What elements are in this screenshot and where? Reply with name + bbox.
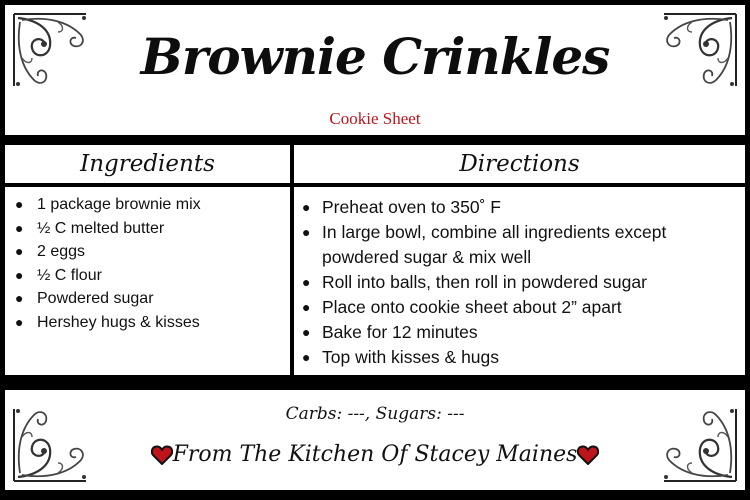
direction-text: In large bowl, combine all ingredients except powdered sugar & mix well — [322, 222, 667, 267]
direction-text: Place onto cookie sheet about 2” apart — [322, 297, 622, 317]
bullet-dot-icon: ● — [302, 299, 311, 315]
nutrition-info: Carbs: ---, Sugars: --- — [285, 404, 465, 424]
recipe-subtitle: Cookie Sheet — [329, 109, 421, 128]
footer-panel — [5, 390, 745, 490]
direction-text: Top with kisses & hugs — [322, 347, 500, 367]
ingredient-item — [15, 193, 290, 217]
direction-step — [302, 345, 745, 370]
bullet-dot-icon: ● — [302, 274, 311, 290]
ingredient-text: ½ C melted butter — [37, 219, 165, 237]
direction-text: Roll into balls, then roll in powdered sugar — [322, 272, 647, 292]
direction-text: Bake for 12 minutes — [322, 322, 478, 342]
bullet-dot-icon: ● — [15, 196, 24, 212]
heart-icon — [577, 445, 599, 471]
ingredients-list — [5, 187, 290, 334]
ingredient-text: 2 eggs — [37, 243, 86, 260]
ingredient-item — [15, 217, 290, 241]
direction-step — [302, 195, 745, 220]
direction-step — [302, 295, 745, 320]
recipe-title: Brownie Crinkles — [140, 27, 610, 86]
direction-step — [302, 270, 745, 295]
ingredients-header: Ingredients — [5, 145, 290, 183]
directions-list — [294, 187, 745, 370]
direction-step — [302, 320, 745, 345]
bullet-dot-icon: ● — [15, 266, 24, 283]
directions-panel — [294, 187, 745, 375]
bullet-dot-icon: ● — [302, 324, 311, 340]
bullet-dot-icon: ● — [15, 219, 24, 236]
bullet-dot-icon: ● — [302, 349, 311, 365]
bullet-dot-icon: ● — [15, 243, 24, 259]
direction-step — [302, 220, 745, 270]
directions-header: Directions — [294, 145, 745, 183]
kitchen-credit-text: From The Kitchen Of Stacey Maines — [172, 442, 578, 467]
ingredient-item — [15, 264, 290, 288]
ingredient-item — [15, 311, 290, 335]
ingredient-item — [15, 287, 290, 311]
ingredient-text: Hershey hugs & kisses — [37, 313, 200, 331]
ingredients-panel — [5, 187, 290, 375]
ingredient-text: Powdered sugar — [37, 290, 154, 307]
header-panel — [5, 5, 745, 135]
bullet-dot-icon: ● — [302, 224, 311, 240]
ingredient-item — [15, 240, 290, 264]
bullet-dot-icon: ● — [15, 290, 24, 306]
direction-text: Preheat oven to 350˚ F — [322, 197, 501, 217]
bullet-dot-icon: ● — [15, 313, 24, 330]
ingredient-text: 1 package brownie mix — [37, 196, 201, 213]
ingredient-text: ½ C flour — [37, 266, 102, 284]
kitchen-credit — [5, 442, 745, 471]
heart-icon — [151, 445, 173, 471]
bullet-dot-icon: ● — [302, 199, 311, 215]
